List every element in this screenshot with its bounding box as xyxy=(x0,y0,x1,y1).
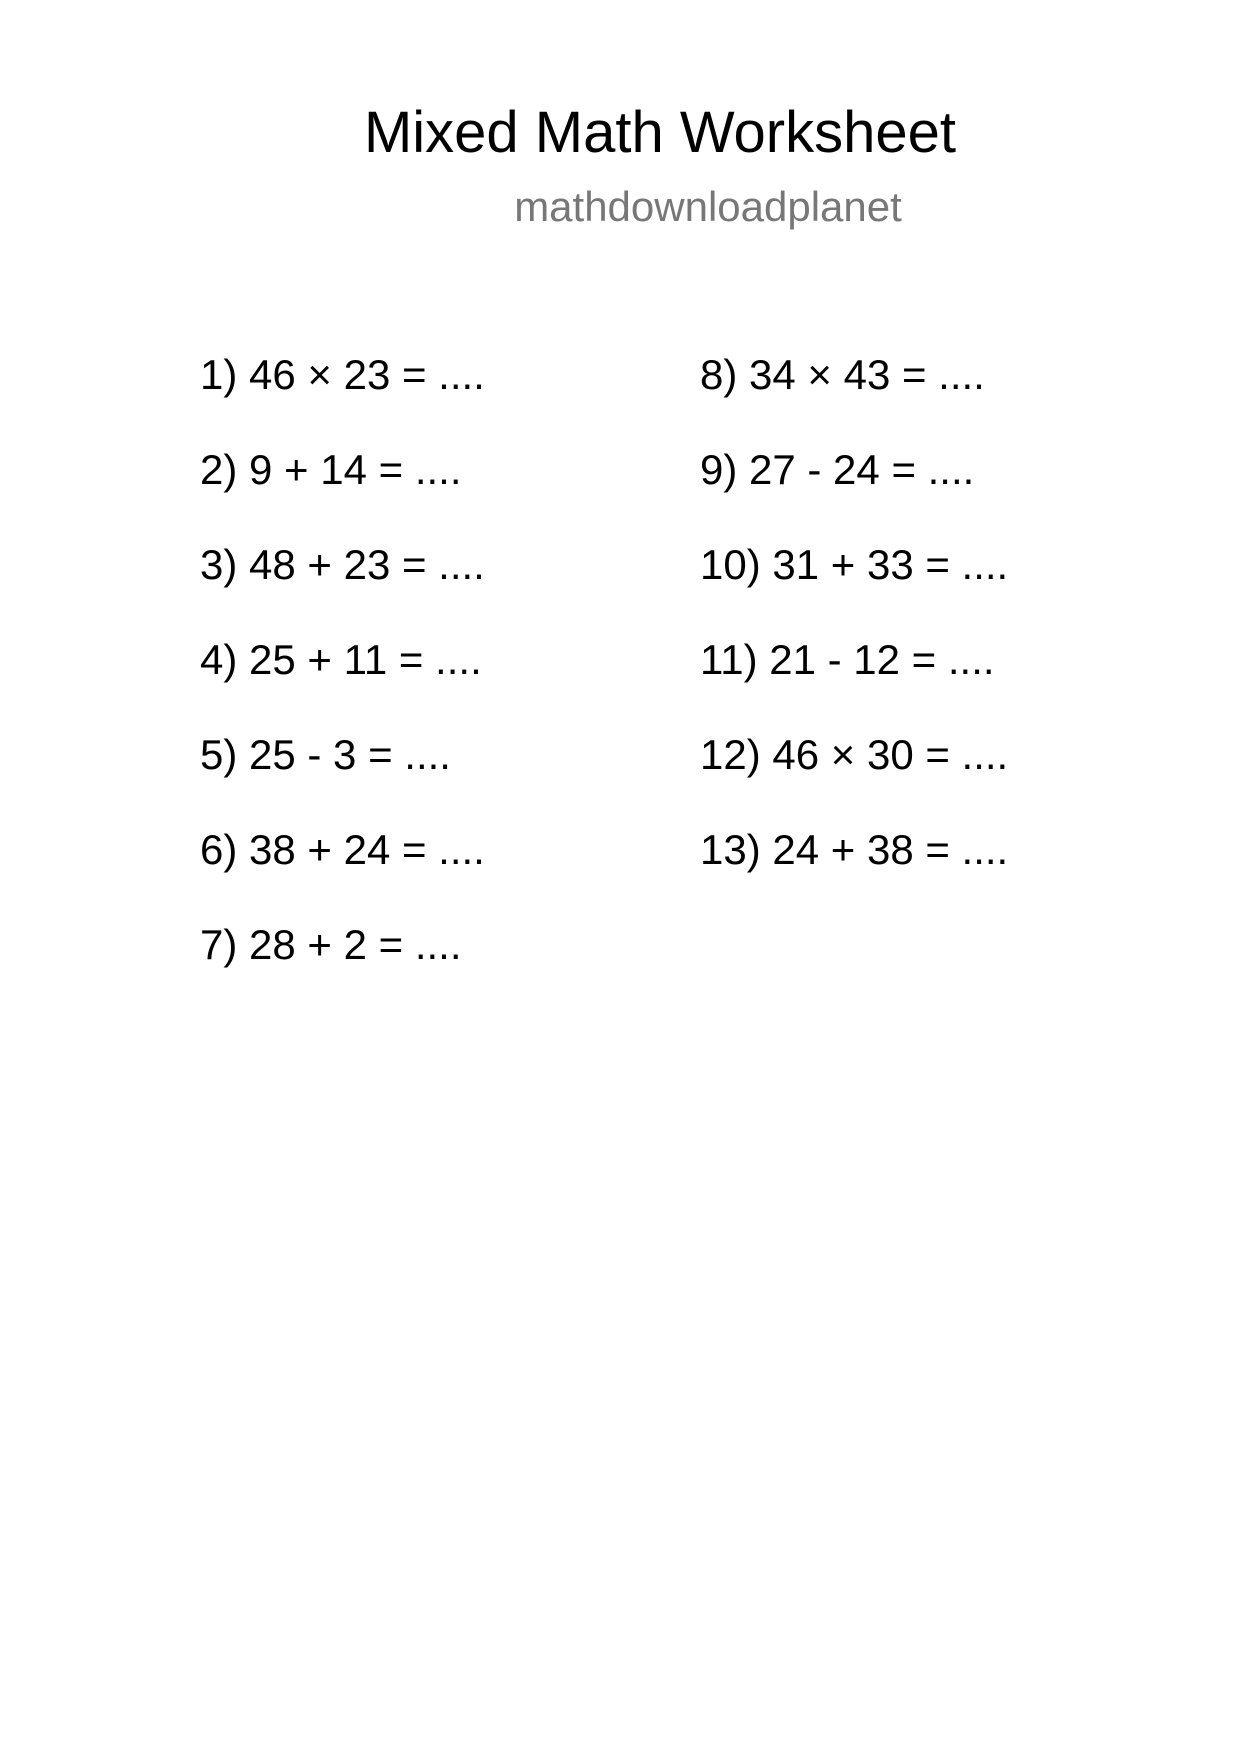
problem-item: 12) 46 × 30 = .... xyxy=(700,731,1009,778)
problem-item: 2) 9 + 14 = .... xyxy=(200,446,462,493)
problem-item: 8) 34 × 43 = .... xyxy=(700,351,985,398)
problem-item: 13) 24 + 38 = .... xyxy=(700,826,1009,873)
problem-column-right xyxy=(700,350,1008,920)
problem-item: 6) 38 + 24 = .... xyxy=(200,826,485,873)
problem-item: 10) 31 + 33 = .... xyxy=(700,541,1009,588)
problem-item: 11) 21 - 12 = .... xyxy=(700,636,995,683)
problem-item: 3) 48 + 23 = .... xyxy=(200,541,485,588)
problem-column-left xyxy=(200,350,485,1015)
problem-item: 5) 25 - 3 = .... xyxy=(200,731,451,778)
problem-item: 7) 28 + 2 = .... xyxy=(200,921,462,968)
worksheet-title: Mixed Math Worksheet xyxy=(363,100,957,165)
problem-item: 9) 27 - 24 = .... xyxy=(700,446,975,493)
problem-item: 1) 46 × 23 = .... xyxy=(200,351,485,398)
problem-item: 4) 25 + 11 = .... xyxy=(200,636,482,683)
worksheet-source: mathdownloadplanet xyxy=(514,183,902,230)
